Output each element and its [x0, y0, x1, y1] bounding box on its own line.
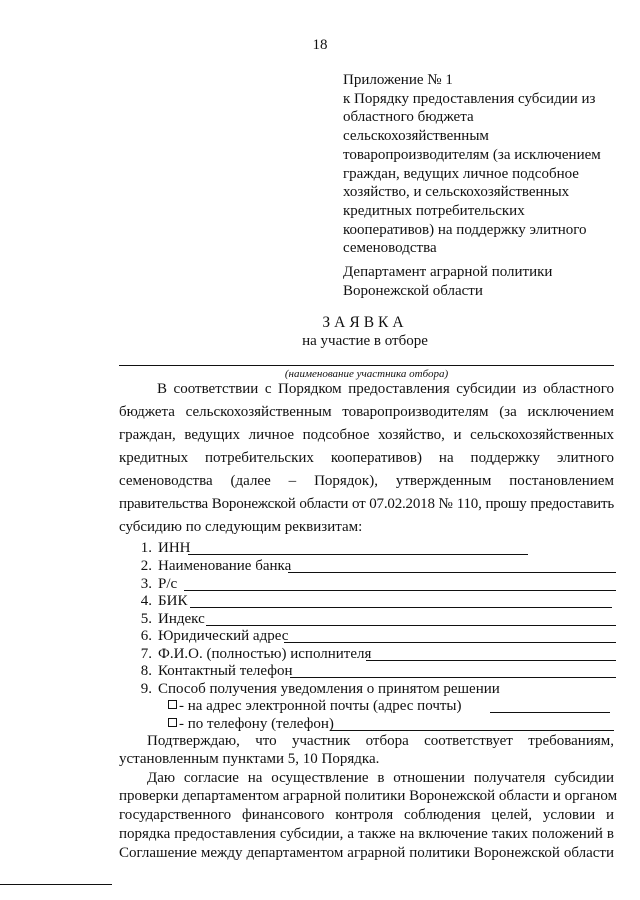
bank-name-input[interactable]: [288, 558, 616, 573]
addressee: [343, 263, 552, 301]
page-number: 18: [312, 37, 328, 53]
executor-input[interactable]: [366, 646, 616, 661]
field-number: 5.: [140, 611, 152, 627]
appendix-line: кредитных потребительских: [343, 202, 525, 219]
field-inn: [130, 540, 530, 558]
field-index: [130, 611, 616, 629]
appendix-header: [343, 71, 633, 258]
appendix-line: к Порядку предоставления субсидии из: [343, 90, 596, 107]
phone-checkbox[interactable]: [168, 718, 177, 727]
legal-address-input[interactable]: [284, 628, 616, 643]
account-input[interactable]: [184, 576, 616, 591]
option-dash: -: [179, 698, 188, 714]
field-label: Юридический адрес: [158, 628, 289, 644]
option-label: по телефону (телефон): [187, 716, 334, 732]
consent-line: Даю согласие на осуществление в отношении получателя субсидии: [147, 770, 614, 786]
field-number: 3.: [140, 576, 152, 592]
field-legal-address: [130, 628, 616, 646]
bik-input[interactable]: [190, 593, 612, 608]
field-label: БИК: [158, 593, 188, 609]
field-bik: [130, 593, 612, 611]
phone-input[interactable]: [290, 663, 616, 678]
inn-input[interactable]: [188, 540, 528, 555]
field-executor: [130, 646, 616, 664]
field-number: 4.: [140, 593, 152, 609]
consent-line: государственного финансового контроля соблюдения целей, условии и: [119, 807, 614, 823]
intro-line: семеноводства (далее – Порядок), утвержденным постановлением: [119, 473, 614, 489]
field-bank-name: [130, 558, 616, 576]
field-number: 2.: [140, 558, 152, 574]
option-dash: -: [179, 716, 188, 732]
field-number: 1.: [140, 540, 152, 556]
confirm-line: установленным пунктами 5, 10 Порядка.: [119, 751, 380, 767]
field-label: Индекс: [158, 611, 205, 627]
option-label: на адрес электронной почты (адрес почты): [187, 698, 462, 714]
field-label: Наименование банка: [158, 558, 292, 574]
addressee-line: Воронежской области: [343, 283, 483, 299]
field-phone: [130, 663, 616, 681]
appendix-line: кооперативов) на поддержку элитного: [343, 221, 587, 238]
email-checkbox[interactable]: [168, 700, 177, 709]
participant-name-caption: (наименование участника отбора): [284, 368, 449, 380]
field-label: Контактный телефон: [158, 663, 293, 679]
field-number: 8.: [140, 663, 152, 679]
appendix-line: Приложение № 1: [343, 72, 453, 88]
index-input[interactable]: [206, 611, 616, 626]
field-notify-method: [130, 681, 616, 699]
participant-name-field[interactable]: [119, 365, 614, 366]
appendix-line: хозяйство, и сельскохозяйственных: [343, 184, 570, 201]
confirm-line: Подтверждаю, что участник отбора соответствует требованиям,: [147, 733, 614, 749]
appendix-line: сельскохозяйственным: [343, 128, 489, 145]
appendix-line: семеноводства: [343, 240, 437, 257]
document-title: ЗАЯВКА: [322, 314, 408, 331]
field-number: 7.: [140, 646, 152, 662]
document-subtitle: на участие в отборе: [302, 333, 428, 349]
field-label: Способ получения уведомления о принятом решении: [158, 681, 500, 697]
appendix-line: областного бюджета: [343, 109, 474, 126]
notify-option-email: [168, 698, 610, 716]
consent-line: проверки департаментом аграрной политики Воронежской области и органом: [119, 788, 618, 804]
field-number: 6.: [140, 628, 152, 644]
consent-line: Соглашение между департаментом аграрной политики Воронежской области: [119, 845, 614, 861]
field-number: 9.: [140, 681, 152, 697]
field-account: [130, 576, 616, 594]
intro-line: бюджета сельскохозяйственным товаропроизводителям (за исключением: [119, 404, 614, 420]
intro-line: кредитных потребительских кооперативов) на поддержку элитного: [119, 450, 614, 466]
consent-line: порядка предоставления субсидии, а также на включение таких положений в: [119, 826, 614, 842]
notify-phone-input[interactable]: [330, 716, 614, 731]
intro-line: правительства Воронежской области от 07.02.2018 № 110, прошу предоставить: [119, 496, 614, 512]
intro-line: В соответствии с Порядком предоставления субсидии из областного: [157, 381, 614, 397]
field-label: ИНН: [158, 540, 191, 556]
field-label: Р/с: [158, 576, 178, 592]
appendix-line: товаропроизводителям (за исключением: [343, 146, 601, 163]
intro-line: граждан, ведущих личное подсобное хозяйство, и сельскохозяйственных: [119, 427, 614, 443]
field-label: Ф.И.О. (полностью) исполнителя: [158, 646, 372, 662]
email-input[interactable]: [490, 698, 610, 713]
appendix-line: граждан, ведущих личное подсобное: [343, 165, 579, 182]
addressee-line: Департамент аграрной политики: [343, 264, 553, 280]
intro-line: субсидию по следующим реквизитам:: [119, 519, 363, 535]
footnote-separator: [0, 884, 112, 885]
notify-option-phone: [168, 716, 614, 734]
